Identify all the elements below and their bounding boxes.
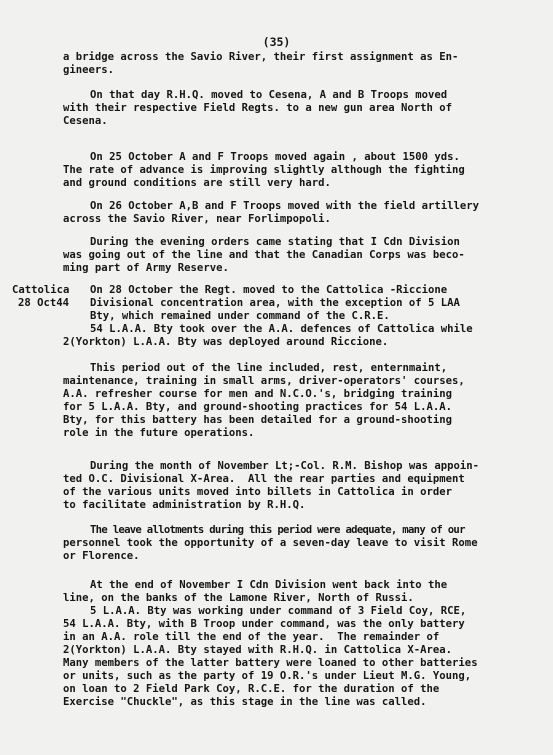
- text-line: 54 L.A.A. Bty took over the A.A. defences of Cattolica while: [90, 323, 473, 335]
- text-line: ming part of Army Reserve.: [63, 262, 229, 274]
- text-line: This period out of the line included, rest, enternmaint,: [90, 362, 448, 374]
- text-line: At the end of November I Cdn Division went back into the: [90, 579, 448, 591]
- text-line: On 28 October the Regt. moved to the Cattolica -Riccione: [90, 284, 448, 296]
- text-line: a bridge across the Savio River, their first assignment as En-: [63, 51, 459, 63]
- page-number: (35): [262, 35, 291, 49]
- text-line: Exercise "Chuckle", as this stage in the line was called.: [63, 696, 427, 708]
- text-line: or Florence.: [63, 550, 140, 562]
- text-line: was going out of the line and that the Canadian Corps was beco-: [63, 249, 465, 261]
- text-line: on loan to 2 Field Park Coy, R.C.E. for the duration of the: [63, 683, 440, 695]
- text-line: 54 L.A.A. Bty, with B Troop under command, was the only battery: [63, 618, 465, 630]
- text-line: Many members of the latter battery were loaned to other batteries: [63, 657, 478, 669]
- text-line: with their respective Field Regts. to a new gun area North of: [63, 102, 453, 114]
- text-line: On 25 October A and F Troops moved again , about 1500 yds.: [90, 151, 460, 163]
- text-line: Bty, for this battery has been detailed for a ground-shooting: [63, 414, 453, 426]
- text-line: role in the future operations.: [63, 427, 255, 439]
- text-line: and ground conditions are still very hard.: [63, 177, 331, 189]
- text-line: gineers.: [63, 64, 115, 76]
- text-line: ted O.C. Divisional X-Area. All the rear parties and equipment: [63, 473, 465, 485]
- text-line: On that day R.H.Q. moved to Cesena, A and B Troops moved: [90, 89, 448, 101]
- text-line: Divisional concentration area, with the exception of 5 LAA: [90, 297, 460, 309]
- text-line: On 26 October A,B and F Troops moved with the field artillery: [90, 200, 480, 212]
- text-line: in an A.A. role till the end of the year. The remainder of: [63, 631, 440, 643]
- text-line: of the various units moved into billets in Cattolica in order: [63, 486, 453, 498]
- text-line: for 5 L.A.A. Bty, and ground-shooting practices for 54 L.A.A.: [63, 401, 453, 413]
- margin-note-date: 28 Oct44: [18, 297, 70, 309]
- text-line: to facilitate administration by R.H.Q.: [63, 499, 306, 511]
- text-line: or units, such as the party of 19 O.R.'s under Lieut M.G. Young,: [63, 670, 472, 682]
- text-line: 2(Yorkton) L.A.A. Bty stayed with R.H.Q. in Cattolica X-Area.: [63, 644, 453, 656]
- text-line: A.A. refresher course for men and N.C.O.'s, bridging training: [63, 388, 453, 400]
- text-line: personnel took the opportunity of a seven-day leave to visit Rome: [63, 537, 478, 549]
- text-line: The leave allotments during this period were adequate, many of our: [90, 524, 465, 536]
- text-line: During the month of November Lt;-Col. R.M. Bishop was appoin-: [90, 460, 480, 472]
- text-line: During the evening orders came stating that I Cdn Division: [90, 236, 460, 248]
- text-line: 5 L.A.A. Bty was working under command of 3 Field Coy, RCE,: [90, 605, 467, 617]
- text-line: maintenance, training in small arms, driver-operators' courses,: [63, 375, 465, 387]
- text-line: across the Savio River, near Forlimpopoli.: [63, 213, 331, 225]
- text-line: 2(Yorkton) L.A.A. Bty was deployed around Riccione.: [63, 336, 389, 348]
- text-line: The rate of advance is improving slightly although the fighting: [63, 164, 465, 176]
- text-line: Cesena.: [63, 115, 108, 127]
- text-line: Bty, which remained under command of the C.R.E.: [90, 310, 390, 322]
- text-line: line, on the banks of the Lamone River, North of Russi.: [63, 592, 414, 604]
- margin-note-place: Cattolica: [12, 284, 70, 296]
